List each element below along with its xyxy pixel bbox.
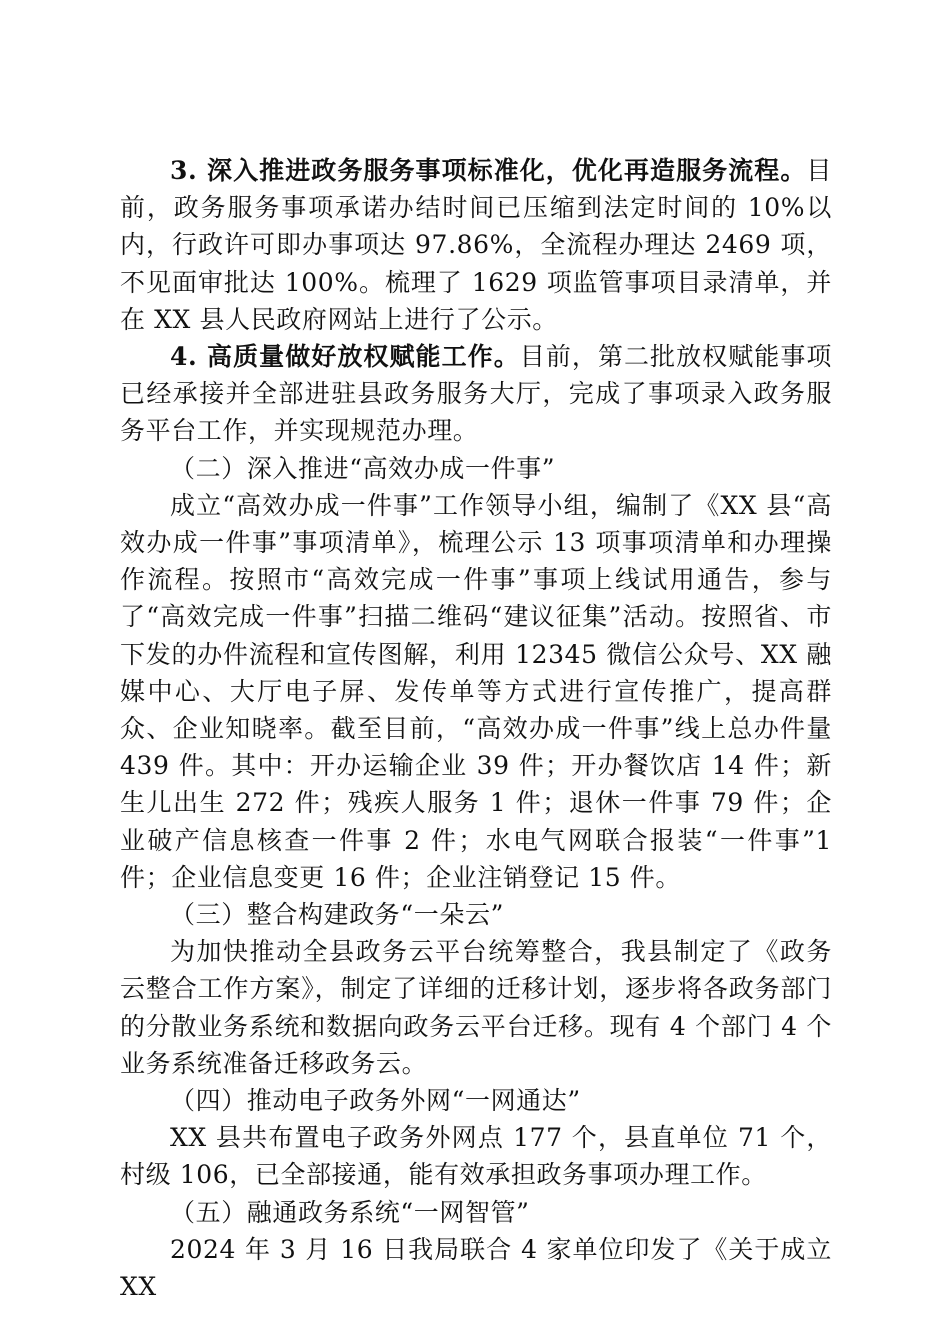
- paragraph-one-network: XX 县共布置电子政务外网点 177 个，县直单位 71 个，村级 106，已全部接通，能有效承担政务事项办理工作。: [120, 1123, 832, 1190]
- section-heading-efficient-one-thing: （二）深入推进“高效办成一件事”: [170, 453, 556, 483]
- section-heading-smart-management: （五）融通政务系统“一网智管”: [170, 1197, 530, 1227]
- paragraph-standardization: [120, 152, 832, 338]
- paragraph-lead-empowerment: 4. 高质量做好放权赋能工作。: [170, 342, 520, 372]
- paragraph-efficient-one-thing: 成立“高效办成一件事”工作领导小组，编制了《XX 县“高效办成一件事”事项清单》，梳理公示 13 项事项清单和办理操作流程。按照市“高效完成一件事”事项上线试用通告，参与了“高效完成一件事”扫描二维码“建议征集”活动。按照省、市下发的办件流程和宣传图解，利用 12345 微信公众号、XX 融媒中心、大厅电子屏、发传单等方式进行宣传推广，提高群众、企业知晓率。截至目前，“高效办成一件事”线上总办件量 439 件。其中：开办运输企业 39 件；开办餐饮店 14 件；新生儿出生 272 件；残疾人服务 1 件；退休一件事 79 件；企业破产信息核查一件事 2 件；水电气网联合报装“一件事”1 件；企业信息变更 16 件；企业注销登记 15 件。: [120, 490, 832, 892]
- paragraph-text-empowerment: 目前，第二批放权赋能事项已经承接并全部进驻县政务服务大厅，完成了事项录入政务服务平台工作，并实现规范办理。: [120, 342, 833, 446]
- paragraph-one-cloud: 为加快推动全县政务云平台统筹整合，我县制定了《政务云整合工作方案》，制定了详细的迁移计划，逐步将各政务部门的分散业务系统和数据向政务云平台迁移。现有 4 个部门 4 个业务系统准备迁移政务云。: [120, 937, 832, 1078]
- document-body: [120, 152, 832, 1305]
- paragraph-smart-management: 2024 年 3 月 16 日我局联合 4 家单位印发了《关于成立 XX: [120, 1234, 832, 1302]
- section-heading-one-network: （四）推动电子政务外网“一网通达”: [170, 1086, 581, 1116]
- paragraph-lead-standardization: 3. 深入推进政务服务事项标准化，优化再造服务流程。: [170, 156, 807, 185]
- paragraph-empowerment: [120, 338, 832, 450]
- paragraph-text-standardization: 目前，政务服务事项承诺办结时间已压缩到法定时间的 10%以内，行政许可即办事项达 97.86%，全流程办理达 2469 项，不见面审批达 100%。梳理了 1629 项监管事项目录清单，并在 XX 县人民政府网站上进行了公示。: [120, 156, 832, 334]
- section-heading-one-cloud: （三）整合构建政务“一朵云”: [170, 900, 504, 930]
